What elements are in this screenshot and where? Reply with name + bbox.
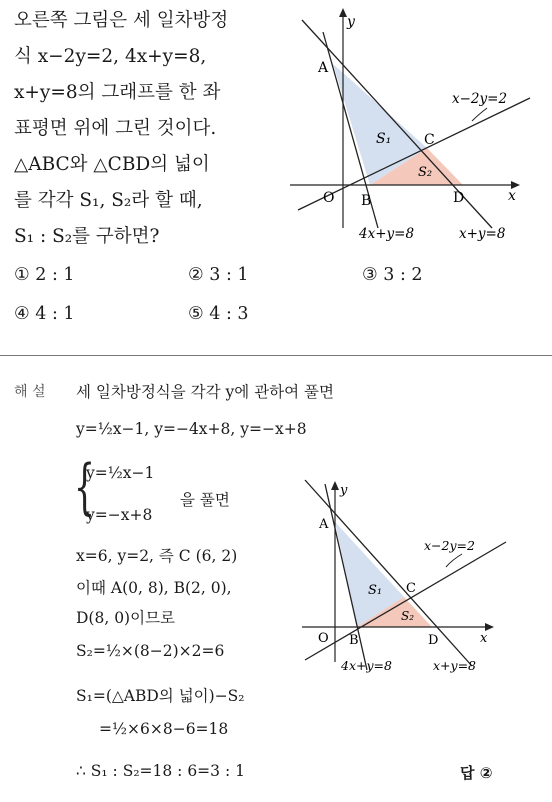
solution-tag: 해 설	[14, 384, 46, 400]
solution-eq1: y=½x−1, y=−4x+8, y=−x+8	[76, 420, 307, 438]
solution-intro: 세 일차방정식을 각각 y에 관하여 풀면	[76, 383, 334, 401]
choice-5[interactable]: ⑤ 4 : 3	[188, 304, 249, 324]
system-eq2: y=−x+8	[86, 506, 153, 524]
solution-line-2: 이때 A(0, 8), B(2, 0),	[76, 579, 232, 597]
solution-line-6: =½×6×8−6=18	[99, 720, 229, 738]
label-line-2: 4x+y=8	[341, 658, 392, 673]
leader-line	[446, 554, 462, 567]
section-divider	[0, 355, 552, 356]
choice-1[interactable]: ① 2 : 1	[14, 265, 75, 285]
label-line-1: x−2y=2	[424, 538, 475, 553]
solution-line-1: x=6, y=2, 즉 C (6, 2)	[76, 547, 238, 565]
label-line-2: 4x+y=8	[359, 226, 415, 242]
system-suffix: 을 풀면	[180, 491, 230, 509]
label-s1: S₁	[376, 131, 392, 147]
axis-label-x: x	[508, 188, 516, 204]
problem-line-6: 를 각각 S₁, S₂라 할 때,	[14, 190, 203, 211]
label-a: A	[319, 517, 329, 532]
system-brace: {	[74, 452, 96, 522]
label-b: B	[349, 633, 359, 648]
label-line-3: x+y=8	[433, 658, 477, 673]
choice-2[interactable]: ② 3 : 1	[188, 265, 249, 285]
problem-line-5: △ABC와 △CBD의 넓이	[14, 154, 210, 175]
problem-line-7: S₁ : S₂를 구하면?	[14, 226, 160, 247]
line-x-y-8	[305, 480, 472, 666]
label-s2: S₂	[401, 609, 415, 623]
solution-line-4: S₂=½×(8−2)×2=6	[76, 642, 225, 660]
label-d: D	[453, 190, 465, 206]
label-d: D	[428, 633, 439, 648]
solution-line-3: D(8, 0)이므로	[76, 609, 176, 627]
problem-line-2: 식 x−2y=2, 4x+y=8,	[14, 46, 207, 67]
label-b: B	[361, 193, 372, 209]
label-line-1: x−2y=2	[452, 91, 508, 107]
problem-line-1: 오른쪽 그림은 세 일차방정	[14, 10, 229, 31]
system-eq1: y=½x−1	[86, 464, 155, 482]
label-a: A	[318, 60, 329, 76]
answer-label: 답 ②	[460, 764, 493, 782]
choice-4[interactable]: ④ 4 : 1	[14, 304, 75, 324]
leader-line	[472, 108, 487, 121]
solution-line-7: ∴ S₁ : S₂=18 : 6=3 : 1	[76, 762, 245, 780]
x-axis-arrow	[485, 623, 494, 631]
axis-label-y: y	[340, 483, 348, 498]
label-s2: S₂	[418, 165, 433, 180]
label-origin: O	[318, 631, 329, 646]
label-origin: O	[323, 190, 335, 206]
solution-line-5: S₁=(△ABD의 넓이)−S₂	[76, 687, 245, 705]
axis-label-x: x	[480, 631, 488, 646]
axis-label-y: y	[347, 14, 355, 30]
y-axis-arrow	[339, 8, 347, 17]
label-c: C	[406, 581, 416, 596]
problem-graph	[0, 0, 552, 250]
problem-line-3: x+y=8의 그래프를 한 좌	[14, 82, 221, 103]
label-s1: S₁	[368, 583, 383, 598]
y-axis-arrow	[331, 481, 339, 490]
problem-line-4: 표평면 위에 그린 것이다.	[14, 118, 217, 139]
choice-3[interactable]: ③ 3 : 2	[362, 265, 423, 285]
label-line-3: x+y=8	[459, 226, 506, 242]
solution-graph	[0, 470, 552, 690]
label-c: C	[424, 132, 435, 148]
